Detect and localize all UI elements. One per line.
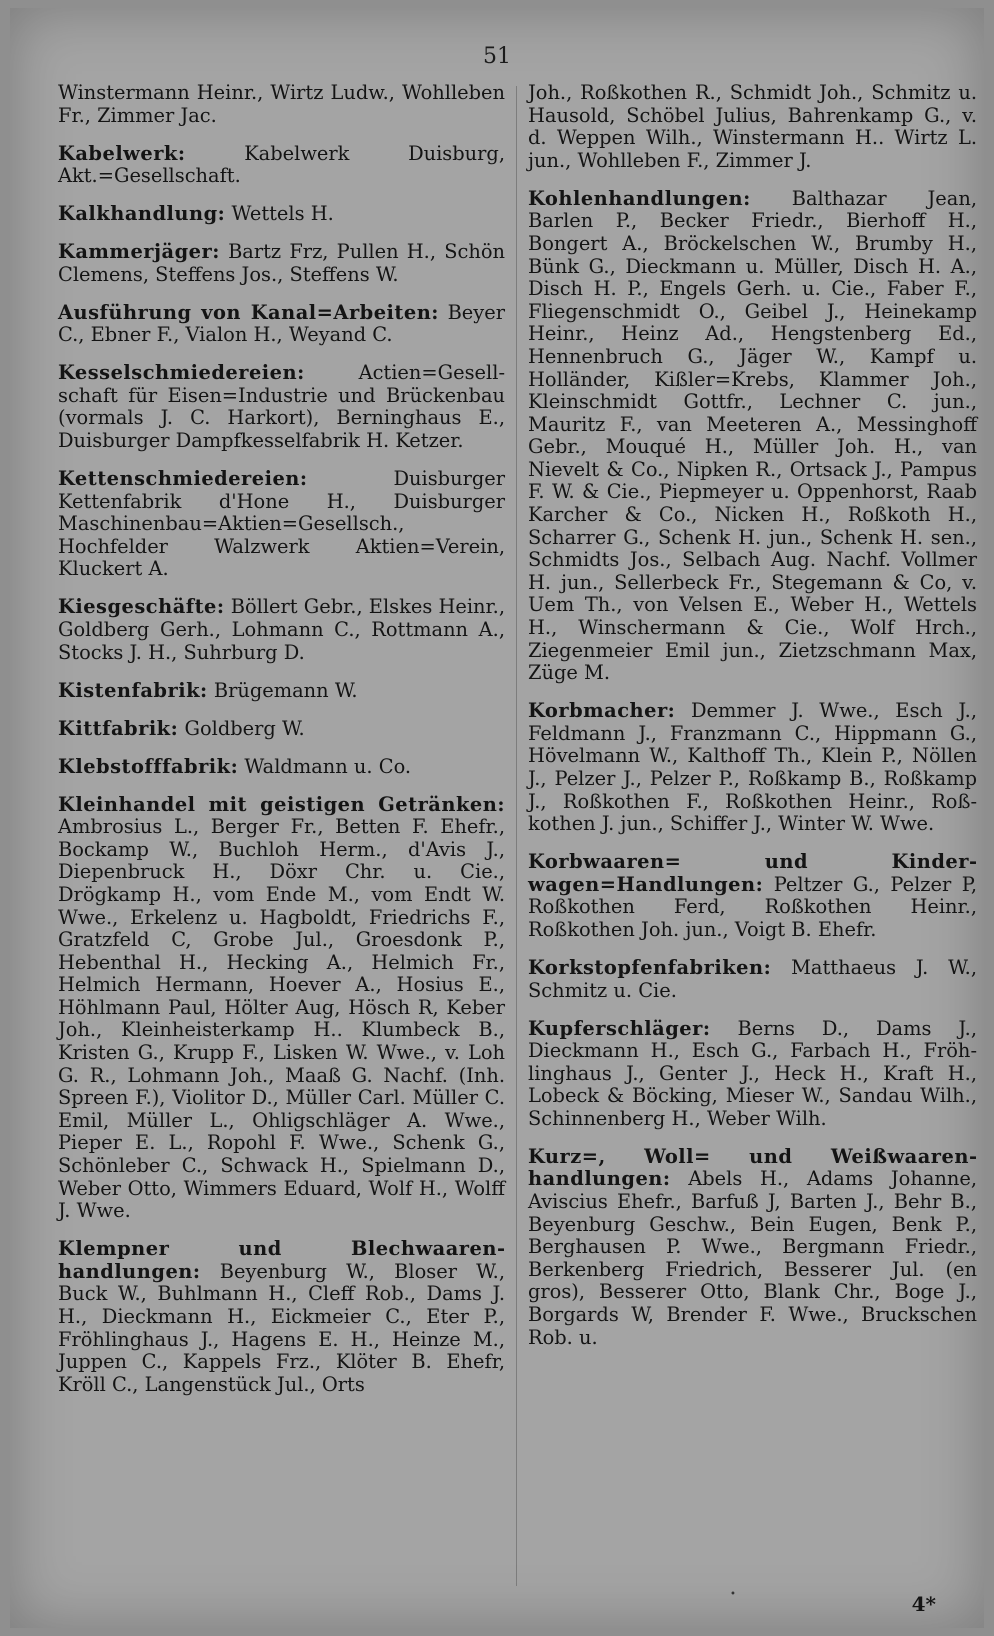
entry-text: Böllert Gebr., Elskes Heinr., Goldberg Gerh., Lohmann C., Rottmann A., Stocks J. H., Suhrburg D. xyxy=(58,595,505,664)
entry-heading: Klempner und Blechwaarenhandlungen: xyxy=(58,1237,505,1283)
entry-text: Goldberg W. xyxy=(184,716,305,740)
entry-text: Kabelwerk Duisburg, Akt.=Gesellschaft. xyxy=(58,141,505,188)
speck: • xyxy=(730,1589,736,1600)
entry-text: Beyer C., Ebner F., Vialon H., Weyand C. xyxy=(58,300,505,347)
signature-mark: 4* xyxy=(911,1592,936,1616)
directory-entry xyxy=(58,596,505,664)
entry-text: Duisburger Kettenfabrik d'Hone H., Duisburger Maschinenbau=Aktien=Gesellsch., Hochfelder Walzwerk Aktien=Verein, Kluckert A. xyxy=(58,467,505,581)
directory-entry xyxy=(58,241,505,286)
entry-heading: Kohlenhandlungen: xyxy=(528,186,751,210)
right-column xyxy=(528,82,977,1588)
entry-heading: Kiesgeschäfte: xyxy=(58,595,225,619)
entry-text: Winstermann Heinr., Wirtz Ludw., Wohlleben Fr., Zimmer Jac. xyxy=(58,81,505,127)
directory-entry xyxy=(58,468,505,581)
entry-heading: Kalkhandlung: xyxy=(58,202,226,226)
directory-entry xyxy=(58,302,505,347)
entry-heading: Kittfabrik: xyxy=(58,716,179,740)
directory-entry xyxy=(58,794,505,1223)
entry-heading: Kammerjäger: xyxy=(58,240,220,264)
entry-text: Peltzer G., Pelzer P, Roßkothen Ferd, Roßkothen Heinr., Roßkothen Joh. jun., Voigt B. Ehefr. xyxy=(528,872,977,941)
directory-entry xyxy=(58,1238,505,1396)
directory-entry xyxy=(58,756,505,779)
entry-text: Brügemann W. xyxy=(213,678,358,702)
left-column xyxy=(58,82,505,1588)
column-divider xyxy=(516,86,517,1586)
page xyxy=(10,8,984,1628)
entry-heading: Klebstofffabrik: xyxy=(58,754,239,778)
entry-text: Waldmann u. Co. xyxy=(244,754,412,778)
entry-heading: Kleinhandel mit geistigen Getränken: xyxy=(58,792,505,816)
entry-text: Bartz Frz, Pullen H., Schön Clemens, Steffens Jos., Steffens W. xyxy=(58,240,505,286)
entry-text: Beyenburg W., Bloser W., Buck W., Buhlmann H., Cleff Rob., Dams J. H., Dieckmann H., Eickmeier C., Eter P., Fröhlinghaus J., Hagens E. H., Heinze M., Juppen C., Kappels Frz., Klöter B. Ehefr, Kröll C., Langenstück Jul., Orts xyxy=(58,1259,505,1396)
entry-heading: Ausführung von Kanal=Arbeiten: xyxy=(58,300,439,324)
entry-heading: Korbmacher: xyxy=(528,699,676,723)
entry-text: Abels H., Adams Johanne, Aviscius Ehefr., Barfuß J, Barten J., Behr B., Beyenburg Geschw., Bein Eugen, Benk P., Berghausen P. Wwe., Bergmann Friedr., Berkenberg Friedrich, Besserer Jul. (en gros), Besserer Otto, Blank Chr., Boge J., Borgards W, Brender F. Wwe., Bruckschen Rob. u. xyxy=(528,1167,977,1349)
entry-text: Actien=Gesellschaft für Eisen=Industrie und Brückenbau (vormals J. C. Harkort), Berninghaus E., Duisburger Dampfkesselfabrik H. Ketzer. xyxy=(58,361,505,453)
directory-entry xyxy=(528,851,977,941)
entry-text: Ambrosius L., Berger Fr., Betten F. Ehefr., Bockamp W., Buchloh Herm., d'Avis J., Diepenbruck H., Döxr Chr. u. Cie., Drögkamp H., vom Ende M., vom Endt W. Wwe., Erkelenz u. Hagboldt, Friedrichs F., Gratzfeld C, Grobe Jul., Groesdonk P., Hebenthal H., Hecking A., Helmich Fr., Helmich Hermann, Hoever A., Hosius E., Höhlmann Paul, Hölter Aug, Hösch R, Keber Joh., Kleinheisterkamp H.. Klumbeck B., Kristen G., Krupp F., Lisken W. Wwe., v. Loh G. R., Lohmann Joh., Maaß G. Nachf. (Inh. Spreen F.), Violitor D., Müller Carl. Müller C. Emil, Müller L., Ohligschläger A. Wwe., Pieper E. L., Ropohl F. Wwe., Schenk G., Schönleber C., Schwack H., Spielmann D., Weber Otto, Wimmers Eduard, Wolf H., Wolff J. Wwe. xyxy=(58,815,505,1223)
directory-entry xyxy=(528,700,977,836)
entry-heading: Korkstopfenfabriken: xyxy=(528,955,772,979)
entry-text: Joh., Roßkothen R., Schmidt Joh., Schmitz u. Hausold, Schöbel Julius, Bahrenkamp G., v. d. Weppen Wilh., Winstermann H.. Wirtz L. jun., Wohlleben F., Zimmer J. xyxy=(528,81,977,172)
entry-heading: Kettenschmiedereien: xyxy=(58,467,308,491)
directory-entry xyxy=(58,143,505,188)
directory-entry xyxy=(528,1146,977,1349)
entry-text: Balthazar Jean, Barlen P., Becker Friedr., Bierhoff H., Bongert A., Bröckelschen W., Brumby H., Bünk G., Dieckmann u. Müller, Disch H. A., Disch H. P., Engels Gerh. u. Cie., Faber F., Fliegenschmidt O., Geibel J., Heinekamp Heinr., Heinz Ad., Hengstenberg Ed., Hennenbruch G., Jäger W., Kampf u. Holländer, Kißler=Krebs, Klammer Joh., Kleinschmidt Gottfr., Lechner C. jun., Mauritz F., van Meeteren A., Messinghoff Gebr., Mouqué H., Müller Joh. H., van Nievelt & Co., Nipken R., Ortsack J., Pampus F. W. & Cie., Piepmeyer u. Oppenhorst, Raab Karcher & Co., Nicken H., Roßkoth H., Scharrer G., Schenk H. jun., Schenk H. sen., Schmidts Jos., Selbach Aug. Nachf. Vollmer H. jun., Sellerbeck Fr., Stegemann & Co, v. Uem Th., von Velsen E., Weber H., Wettels H., Winschermann & Cie., Wolf Hrch., Ziegenmeier Emil jun., Zietzschmann Max, Züge M. xyxy=(528,186,977,685)
directory-entry xyxy=(58,680,505,703)
entry-text: Matthaeus J. W., Schmitz u. Cie. xyxy=(528,955,977,1002)
entry-heading: Kistenfabrik: xyxy=(58,678,208,702)
entry-heading: Kabelwerk: xyxy=(58,141,186,165)
directory-entry xyxy=(58,82,505,127)
directory-entry xyxy=(58,718,505,741)
directory-entry xyxy=(58,203,505,226)
directory-entry xyxy=(528,957,977,1002)
entry-text: Wettels H. xyxy=(231,202,334,226)
directory-entry xyxy=(528,82,977,172)
entry-text: Demmer J. Wwe., Esch J., Feldmann J., Franzmann C., Hippmann G., Hövelmann W., Kalthoff Th., Klein P., Nöllen J., Pelzer J., Pelzer P., Roßkamp B., Roßkamp J., Roßkothen F., Roßkothen Heinr., Roßkothen J. jun., Schiffer J., Winter W. Wwe. xyxy=(528,699,977,836)
directory-entry xyxy=(528,188,977,685)
entry-heading: Kesselschmiedereien: xyxy=(58,361,305,385)
directory-entry xyxy=(58,362,505,452)
page-number: 51 xyxy=(483,44,511,69)
entry-heading: Kurz=, Woll= und Weißwaarenhandlungen: xyxy=(528,1144,977,1191)
entry-heading: Kupferschläger: xyxy=(528,1016,711,1040)
entry-text: Berns D., Dams J., Dieckmann H., Esch G., Farbach H., Fröhlinghaus J., Genter J., Heck H., Kraft H., Lobeck & Böcking, Mieser W., Sandau Wilh., Schinnenberg H., Weber Wilh. xyxy=(528,1016,977,1130)
directory-entry xyxy=(528,1018,977,1131)
entry-heading: Korbwaaren= und Kinderwagen=Handlungen: xyxy=(528,850,977,896)
